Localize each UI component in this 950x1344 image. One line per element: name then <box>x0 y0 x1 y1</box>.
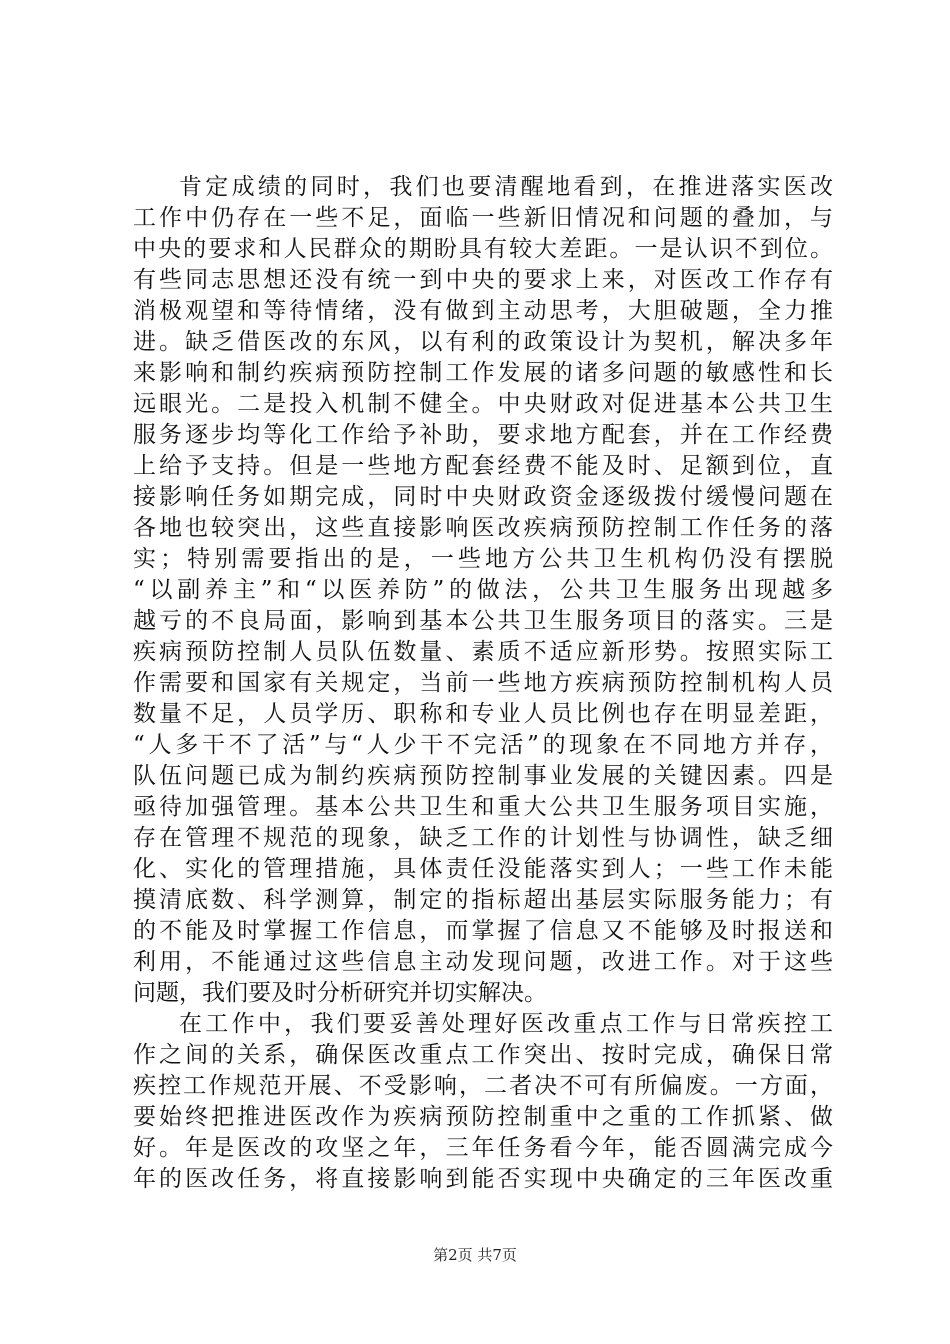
paragraph-line: 服务逐步均等化工作给予补助，要求地方配套，并在工作经费 <box>133 422 833 448</box>
paragraph-line: 消极观望和等待情绪，没有做到主动思考，大胆破题，全力推 <box>133 298 833 324</box>
paragraph-line: 中央的要求和人民群众的期盼具有较大差距。一是认识不到位。 <box>133 236 833 262</box>
paragraph-line: 远眼光。二是投入机制不健全。中央财政对促进基本公共卫生 <box>133 391 833 417</box>
paragraph-line: 利用，不能通过这些信息主动发现问题，改进工作。对于这些 <box>133 949 833 975</box>
paragraph <box>133 172 833 1009</box>
paragraph-line: “以副养主”和“以医养防”的做法，公共卫生服务出现越多 <box>133 577 833 603</box>
paragraph-line: 作之间的关系，确保医改重点工作突出、按时完成，确保日常 <box>133 1042 833 1068</box>
paragraph-line: 数量不足，人员学历、职称和专业人员比例也存在明显差距， <box>133 701 833 727</box>
paragraph-line: 在工作中，我们要妥善处理好医改重点工作与日常疾控工 <box>179 1011 833 1037</box>
paragraph-line: 越亏的不良局面，影响到基本公共卫生服务项目的落实。三是 <box>133 608 833 634</box>
paragraph-line: 的不能及时掌握工作信息，而掌握了信息又不能够及时报送和 <box>133 918 833 944</box>
paragraph-line: 实；特别需要指出的是，一些地方公共卫生机构仍没有摆脱 <box>133 546 833 572</box>
paragraph-line: 肯定成绩的同时，我们也要清醒地看到，在推进落实医改 <box>179 174 833 200</box>
paragraph-line: 年的医改任务，将直接影响到能否实现中央确定的三年医改重 <box>133 1166 833 1192</box>
paragraph-line: 各地也较突出，这些直接影响医改疾病预防控制工作任务的落 <box>133 515 833 541</box>
paragraph-line: 亟待加强管理。基本公共卫生和重大公共卫生服务项目实施， <box>133 794 833 820</box>
paragraph-line: 来影响和制约疾病预防控制工作发展的诸多问题的敏感性和长 <box>133 360 833 386</box>
paragraph-line: 疾病预防控制人员队伍数量、素质不适应新形势。按照实际工 <box>133 639 833 665</box>
paragraph-line: 疾控工作规范开展、不受影响，二者决不可有所偏废。一方面， <box>133 1073 833 1099</box>
document-body <box>133 172 833 1195</box>
paragraph-line: 要始终把推进医改作为疾病预防控制重中之重的工作抓紧、做 <box>133 1104 833 1130</box>
paragraph-line: 接影响任务如期完成，同时中央财政资金逐级拨付缓慢问题在 <box>133 484 833 510</box>
paragraph-line: 化、实化的管理措施，具体责任没能落实到人；一些工作未能 <box>133 856 833 882</box>
page-footer: 第2页 共7页 <box>433 1246 517 1264</box>
paragraph-line: “人多干不了活”与“人少干不完活”的现象在不同地方并存， <box>133 732 833 758</box>
paragraph-line: 问题，我们要及时分析研究并切实解决。 <box>133 980 547 1006</box>
paragraph-line: 好。年是医改的攻坚之年，三年任务看今年，能否圆满完成今 <box>133 1135 833 1161</box>
paragraph-line: 摸清底数、科学测算，制定的指标超出基层实际服务能力；有 <box>133 887 833 913</box>
paragraph-line: 工作中仍存在一些不足，面临一些新旧情况和问题的叠加，与 <box>133 205 833 231</box>
paragraph-line: 上给予支持。但是一些地方配套经费不能及时、足额到位，直 <box>133 453 833 479</box>
paragraph-line: 队伍问题已成为制约疾病预防控制事业发展的关键因素。四是 <box>133 763 833 789</box>
paragraph-line: 进。缺乏借医改的东风，以有利的政策设计为契机，解决多年 <box>133 329 833 355</box>
paragraph-line: 存在管理不规范的现象，缺乏工作的计划性与协调性，缺乏细 <box>133 825 833 851</box>
paragraph <box>133 1009 833 1195</box>
paragraph-line: 有些同志思想还没有统一到中央的要求上来，对医改工作存有 <box>133 267 833 293</box>
paragraph-line: 作需要和国家有关规定，当前一些地方疾病预防控制机构人员 <box>133 670 833 696</box>
